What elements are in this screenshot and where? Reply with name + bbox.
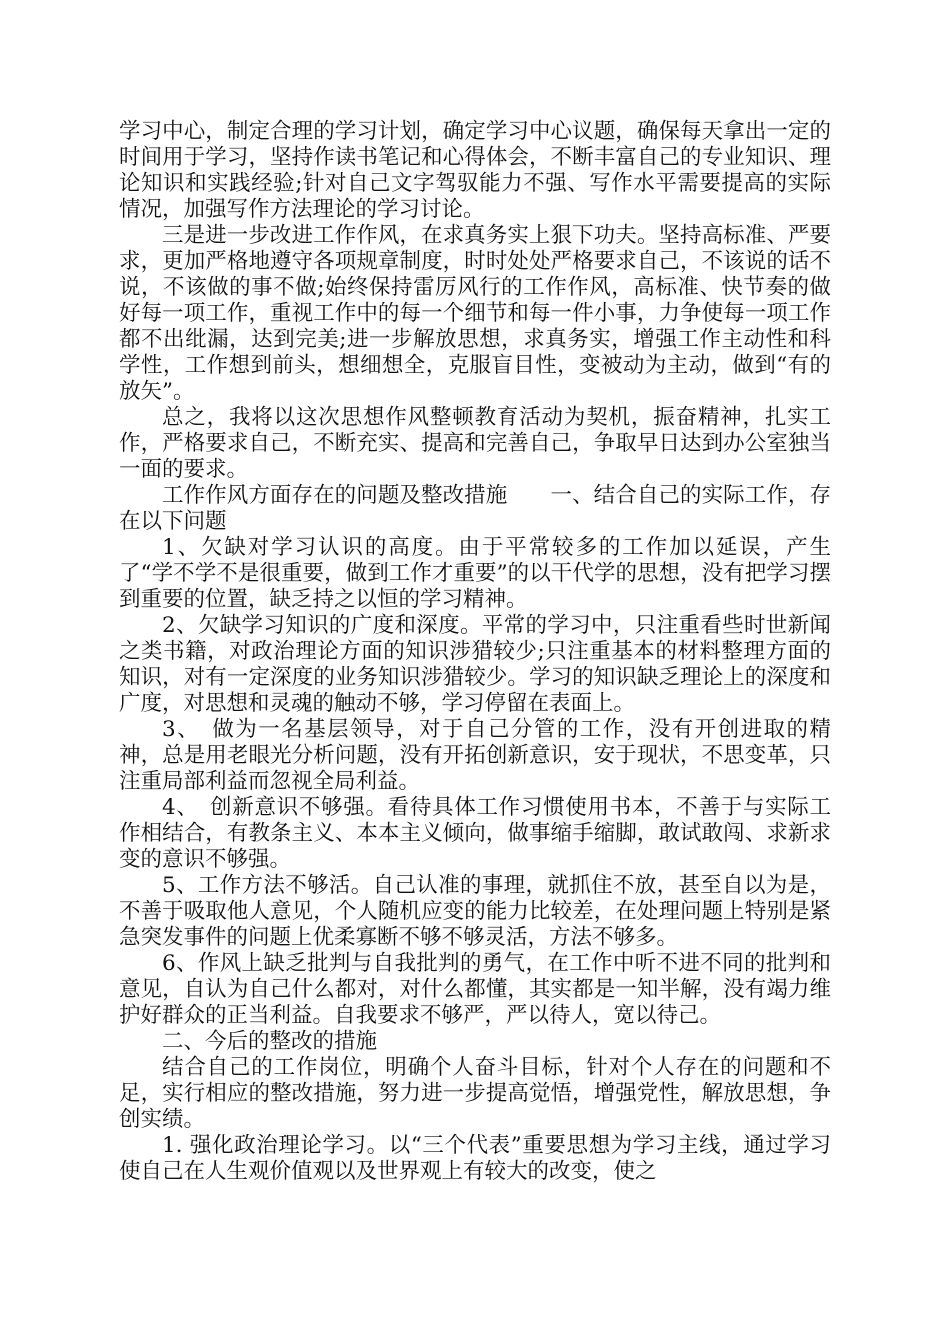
paragraph-continuation: 学习中心，制定合理的学习计划，确定学习中心议题，确保每天拿出一定的时间用于学习，坚持作读书笔记和心得体会，不断丰富自己的专业知识、理论知识和实践经验;针对自己文字驾驭能力不强、写作水平需要提高的实际情况，加强写作方法理论的学习讨论。: [119, 119, 831, 222]
section-heading-problems: 工作作风方面存在的问题及整改措施 一、结合自己的实际工作，存在以下问题: [119, 483, 831, 534]
document-page: [119, 119, 831, 1185]
list-item-measure-1: 1. 强化政治理论学习。以“三个代表”重要思想为学习主线，通过学习使自己在人生观价值观以及世界观上有较大的改变，使之: [119, 1133, 831, 1184]
list-item-problem-2: 2、欠缺学习知识的广度和深度。平常的学习中，只注重看些时世新闻之类书籍，对政治理论方面的知识涉猎较少;只注重基本的材料整理方面的知识，对有一定深度的业务知识涉猎较少。学习的知识缺乏理论上的深度和广度，对思想和灵魂的触动不够，学习停留在表面上。: [119, 613, 831, 716]
paragraph-work-style: 三是进一步改进工作作风，在求真务实上狠下功夫。坚持高标准、严要求，更加严格地遵守各项规章制度，时时处处严格要求自己，不该说的话不说，不该做的事不做;始终保持雷厉风行的工作作风，高标准、快节奏的做好每一项工作，重视工作中的每一个细节和每一件小事，力争使每一项工作都不出纰漏，达到完美;进一步解放思想，求真务实，增强工作主动性和科学性，工作想到前头，想细想全，克服盲目性，变被动为主动，做到“有的放矢”。: [119, 223, 831, 404]
section-heading-measures: 二、今后的整改的措施: [162, 1029, 378, 1054]
paragraph-conclusion: 总之，我将以这次思想作风整顿教育活动为契机，振奋精神，扎实工作，严格要求自己，不断充实、提高和完善自己，争取早日达到办公室独当一面的要求。: [119, 405, 831, 482]
list-item-problem-6: 6、作风上缺乏批判与自我批判的勇气，在工作中听不进不同的批判和意见，自认为自己什么都对，对什么都懂，其实都是一知半解，没有竭力维护好群众的正当利益。自我要求不够严，严以待人，宽以待己。: [119, 951, 831, 1028]
paragraph-measures-intro: 结合自己的工作岗位，明确个人奋斗目标，针对个人存在的问题和不足，实行相应的整改措施，努力进一步提高觉悟，增强党性，解放思想，争创实绩。: [119, 1055, 831, 1132]
list-item-problem-1: 1、欠缺对学习认识的高度。由于平常较多的工作加以延误，产生了“学不学不是很重要，做到工作才重要”的以干代学的思想，没有把学习摆到重要的位置，缺乏持之以恒的学习精神。: [119, 535, 831, 612]
list-item-problem-4: 4、 创新意识不够强。看待具体工作习惯使用书本，不善于与实际工作相结合，有教条主义、本本主义倾向，做事缩手缩脚，敢试敢闯、求新求变的意识不够强。: [119, 795, 831, 872]
list-item-problem-5: 5、工作方法不够活。自己认准的事理，就抓住不放，甚至自以为是，不善于吸取他人意见，个人随机应变的能力比较差，在处理问题上特别是紧急突发事件的问题上优柔寡断不够不够灵活，方法不够多。: [119, 873, 831, 950]
list-item-problem-3: 3、 做为一名基层领导，对于自己分管的工作，没有开创进取的精神，总是用老眼光分析问题，没有开拓创新意识，安于现状，不思变革，只注重局部利益而忽视全局利益。: [119, 717, 831, 794]
